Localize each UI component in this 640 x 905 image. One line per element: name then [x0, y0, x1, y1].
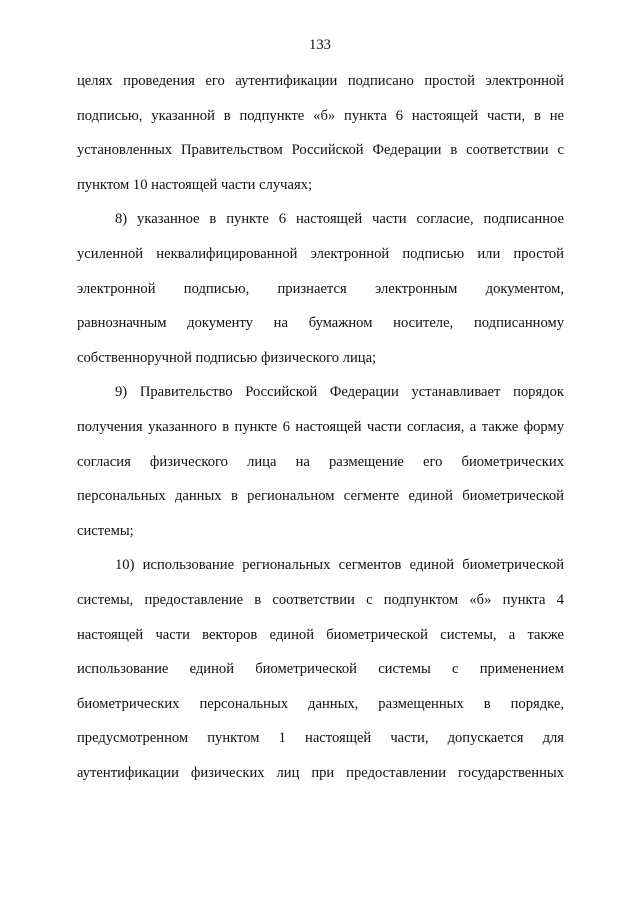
text-line: биометрических персональных данных, размещенных в порядке, [77, 695, 564, 712]
text-line: 9) Правительство Российской Федерации устанавливает порядок [115, 384, 564, 401]
text-line: усиленной неквалифицированной электронной подписью или простой [77, 245, 564, 262]
text-line: системы, предоставление в соответствии с подпунктом «б» пункта 4 [77, 591, 564, 608]
text-line: 8) указанное в пункте 6 настоящей части согласие, подписанное [115, 211, 564, 228]
text-line: персональных данных в региональном сегменте единой биометрической [77, 488, 564, 505]
text-line: пунктом 10 настоящей части случаях; [77, 176, 313, 193]
text-line: настоящей части векторов единой биометрической системы, а также [77, 626, 564, 643]
text-line: согласия физического лица на размещение его биометрических [77, 453, 564, 470]
text-line: собственноручной подписью физического лица; [77, 349, 377, 366]
text-line: 10) использование региональных сегментов единой биометрической [115, 557, 564, 574]
text-line: подписью, указанной в подпункте «б» пункта 6 настоящей части, в не [77, 107, 564, 124]
page-number: 133 [309, 37, 331, 53]
text-line: целях проведения его аутентификации подписано простой электронной [77, 73, 564, 89]
text-line: установленных Правительством Российской Федерации в соответствии с [77, 142, 564, 159]
text-line: равнозначным документу на бумажном носителе, подписанному [77, 315, 564, 332]
text-line: аутентификации физических лиц при предоставлении государственных [77, 764, 564, 781]
text-line: получения указанного в пункте 6 настоящей части согласия, а также форму [77, 418, 564, 435]
text-line: использование единой биометрической системы с применением [77, 661, 564, 678]
text-line: электронной подписью, признается электронным документом, [77, 280, 564, 297]
body-text [77, 72, 564, 798]
text-line: системы; [77, 522, 134, 539]
text-line: предусмотренном пунктом 1 настоящей части, допускается для [77, 730, 564, 747]
